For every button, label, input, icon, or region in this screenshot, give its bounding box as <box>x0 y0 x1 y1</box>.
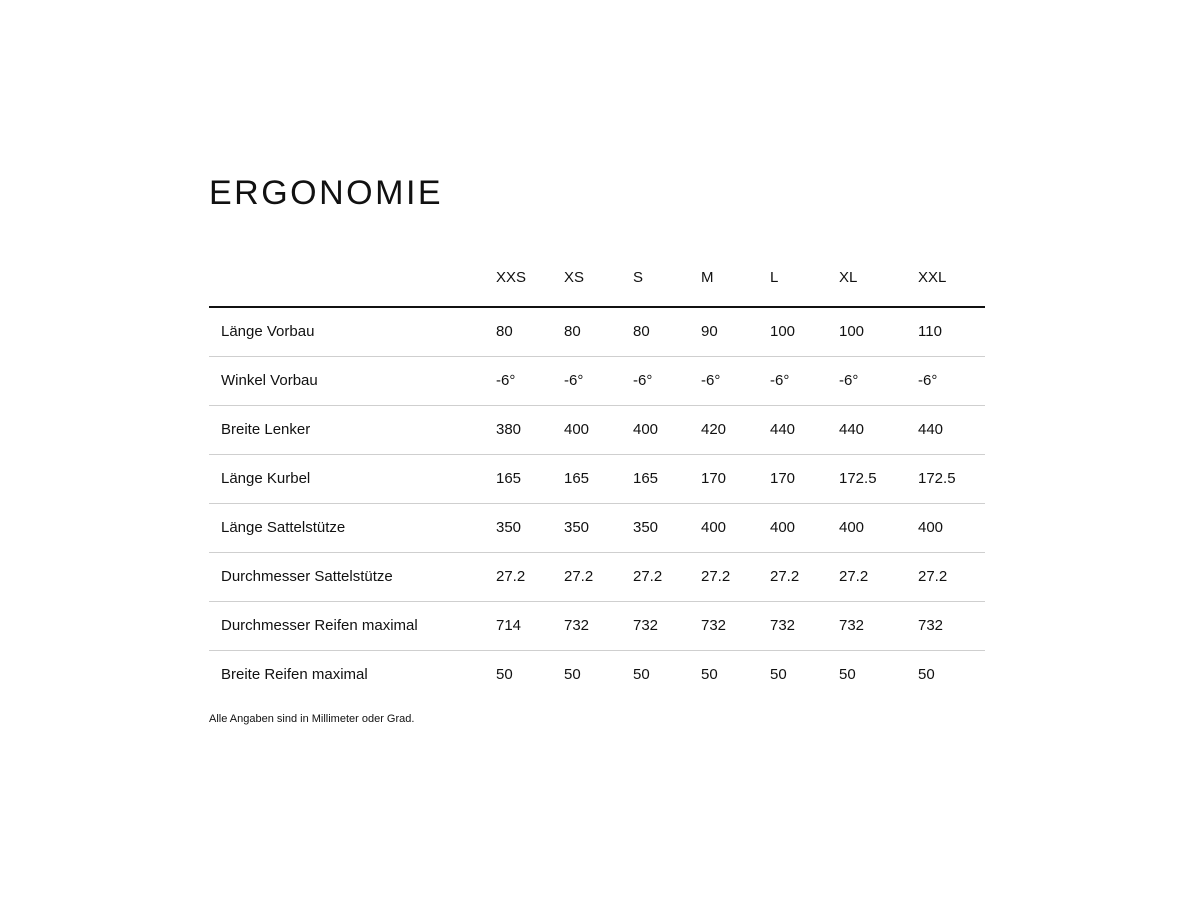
table-cell: 50 <box>633 666 650 684</box>
size-header-label: M <box>701 269 714 286</box>
table-cell: 50 <box>496 666 513 684</box>
size-header-label: S <box>633 269 644 286</box>
table-cell: 732 <box>633 601 701 650</box>
table-cell: 400 <box>770 503 839 552</box>
ergonomics-section <box>209 171 985 725</box>
table-cell: 350 <box>633 503 701 552</box>
section-title: ERGONOMIE <box>209 174 444 212</box>
table-cell: -6° <box>496 356 564 405</box>
table-row <box>209 601 985 650</box>
size-header <box>496 257 564 307</box>
table-cell: 27.2 <box>918 552 985 601</box>
table-cell: 732 <box>701 601 770 650</box>
size-header <box>770 257 839 307</box>
size-header-label: XS <box>564 269 585 286</box>
table-cell: 80 <box>564 307 633 356</box>
table-cell: 100 <box>839 307 918 356</box>
table-cell: 50 <box>770 666 787 684</box>
row-label: Länge Vorbau <box>209 307 496 356</box>
table-cell: 27.2 <box>633 552 701 601</box>
table-cell: 400 <box>564 405 633 454</box>
table-cell: 170 <box>701 454 770 503</box>
row-label: Durchmesser Reifen maximal <box>209 601 496 650</box>
table-cell: 50 <box>918 666 935 684</box>
table-cell: 27.2 <box>701 552 770 601</box>
size-header <box>701 257 770 307</box>
table-row <box>209 405 985 454</box>
table-row <box>209 552 985 601</box>
table-row <box>209 307 985 356</box>
header-label-cell <box>209 257 496 307</box>
row-label: Länge Kurbel <box>209 454 496 503</box>
table-cell: 350 <box>496 503 564 552</box>
table-row <box>209 650 985 699</box>
table-cell: 165 <box>564 454 633 503</box>
table-row <box>209 356 985 405</box>
table-cell: -6° <box>839 356 918 405</box>
size-header <box>918 257 985 307</box>
table-cell: 400 <box>918 503 985 552</box>
table-cell: 350 <box>564 503 633 552</box>
table-cell: 172.5 <box>839 454 918 503</box>
row-label: Breite Lenker <box>209 405 496 454</box>
row-label: Durchmesser Sattelstütze <box>209 552 496 601</box>
table-cell: -6° <box>918 356 985 405</box>
table-cell: 732 <box>770 601 839 650</box>
table-cell: 172.5 <box>918 454 985 503</box>
table-cell: 165 <box>633 454 701 503</box>
size-header <box>564 257 633 307</box>
table-cell: 27.2 <box>770 552 839 601</box>
size-header <box>839 257 918 307</box>
table-cell: 110 <box>918 307 985 356</box>
table-cell: 80 <box>633 307 701 356</box>
table-cell: 732 <box>839 601 918 650</box>
table-cell: 400 <box>701 503 770 552</box>
table-cell: 90 <box>701 307 770 356</box>
size-header-label: L <box>770 269 779 286</box>
table-cell: 27.2 <box>564 552 633 601</box>
table-cell: 714 <box>496 601 564 650</box>
table-cell: -6° <box>701 356 770 405</box>
table-cell: 420 <box>701 405 770 454</box>
table-cell: 732 <box>918 601 985 650</box>
row-label: Winkel Vorbau <box>209 356 496 405</box>
table-cell: 27.2 <box>839 552 918 601</box>
table-cell: 50 <box>564 666 581 684</box>
table-cell: -6° <box>633 356 701 405</box>
table-cell: 732 <box>564 601 633 650</box>
size-header-label: XXL <box>918 269 947 286</box>
table-cell: 400 <box>633 405 701 454</box>
size-header-label: XL <box>839 269 858 286</box>
row-label: Länge Sattelstütze <box>209 503 496 552</box>
size-header <box>633 257 701 307</box>
table-cell: 100 <box>770 307 839 356</box>
table-row <box>209 503 985 552</box>
table-cell: 50 <box>701 666 718 684</box>
table-cell: -6° <box>564 356 633 405</box>
table-cell: -6° <box>770 356 839 405</box>
table-cell: 165 <box>496 454 564 503</box>
table-cell: 440 <box>770 405 839 454</box>
table-cell: 440 <box>839 405 918 454</box>
table-cell: 27.2 <box>496 552 564 601</box>
size-header-label: XXS <box>496 269 527 286</box>
table-row <box>209 454 985 503</box>
table-cell: 380 <box>496 405 564 454</box>
table-cell: 440 <box>918 405 985 454</box>
ergonomics-table <box>209 257 985 699</box>
table-cell: 170 <box>770 454 839 503</box>
table-cell: 400 <box>839 503 918 552</box>
row-label: Breite Reifen maximal <box>221 666 368 684</box>
units-note: Alle Angaben sind in Millimeter oder Grad. <box>209 713 415 725</box>
table-cell: 80 <box>496 307 564 356</box>
table-header-row <box>209 257 985 307</box>
table-cell: 50 <box>839 666 856 684</box>
